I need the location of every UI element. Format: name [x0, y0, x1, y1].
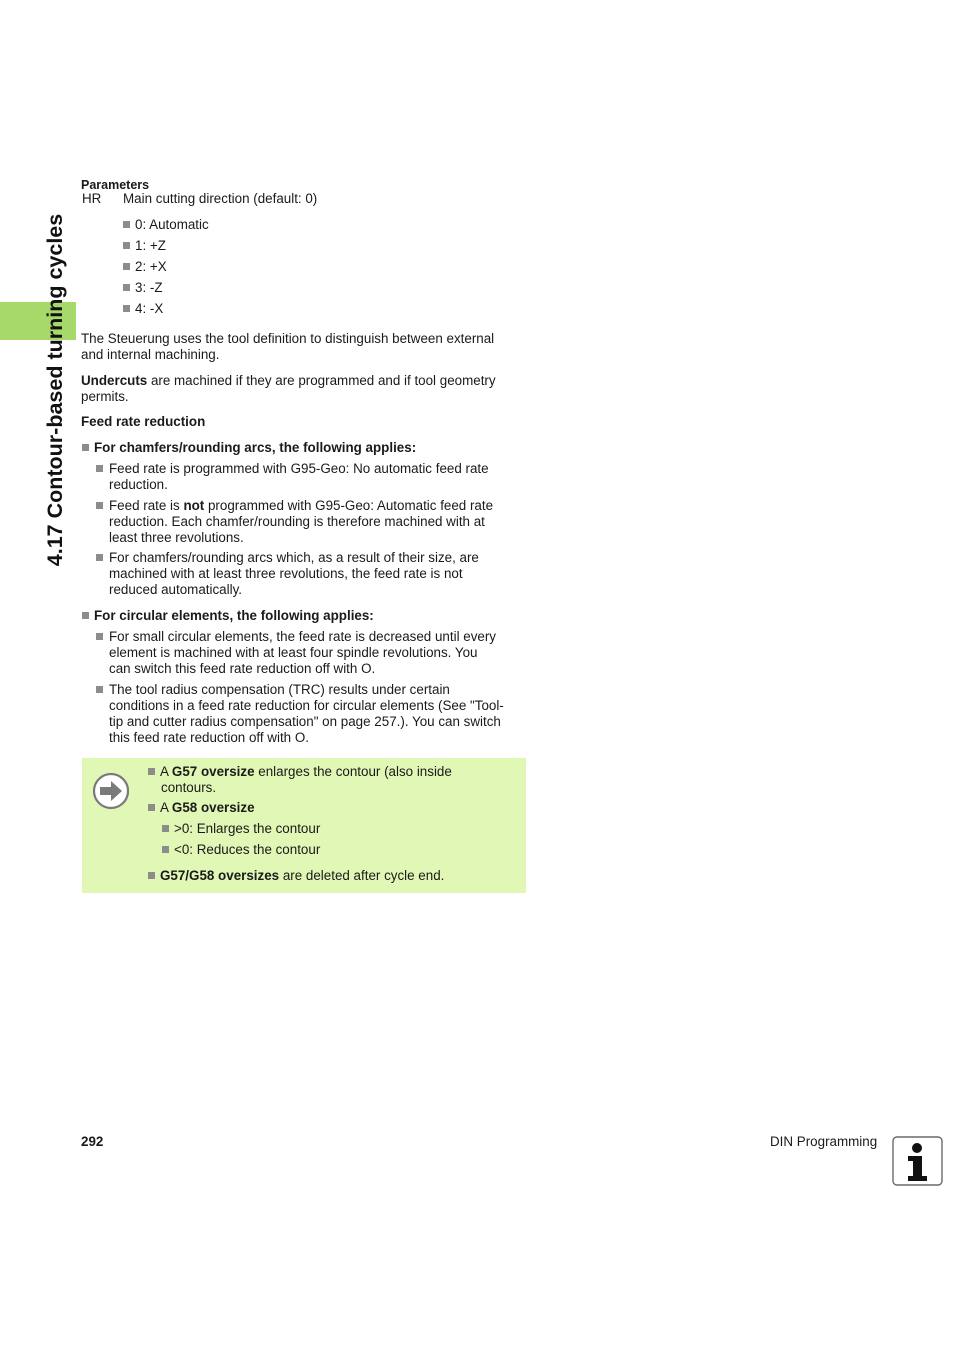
note-g58: A G58 oversize	[148, 800, 255, 816]
chapter-side-title: 4.17 Contour-based turning cycles	[43, 213, 67, 567]
info-icon	[892, 1136, 944, 1192]
option-list	[123, 217, 209, 322]
page-number: 292	[81, 1134, 104, 1149]
section-name: DIN Programming	[770, 1134, 878, 1149]
list-item: <0: Reduces the contour	[162, 842, 320, 858]
bullet-icon	[162, 825, 169, 832]
bullet-icon	[96, 633, 103, 640]
paragraph-tool-definition: The Steuerung uses the tool definition to distinguish between external and internal machining.	[81, 331, 495, 362]
list-item: 0: Automatic	[123, 217, 209, 238]
parameters-heading: Parameters	[81, 178, 150, 192]
list-item: Feed rate is programmed with G95-Geo: No automatic feed rate reduction.	[96, 461, 108, 477]
list-item: 4: -X	[123, 301, 209, 322]
arrow-right-icon	[92, 772, 130, 814]
bullet-icon	[123, 305, 130, 312]
list-item: For small circular elements, the feed rate is decreased until every element is machined with at least four spindle revolutions. You can switch this feed rate reduction off with O.	[96, 629, 108, 645]
bullet-icon	[96, 554, 103, 561]
list-item: For chamfers/rounding arcs which, as a result of their size, are machined with at least three revolutions, the feed rate is not reduced automatically.	[96, 550, 108, 566]
chamfer-heading: For chamfers/rounding arcs, the following applies:	[82, 440, 416, 456]
bullet-icon	[148, 872, 155, 879]
bullet-icon	[82, 612, 89, 619]
hr-description: Main cutting direction (default: 0)	[123, 191, 318, 206]
hr-code: HR	[82, 191, 102, 206]
bullet-icon	[123, 242, 130, 249]
bullet-icon	[123, 263, 130, 270]
paragraph-undercuts: Undercuts are machined if they are programmed and if tool geometry permits.	[81, 373, 496, 404]
list-item: The tool radius compensation (TRC) results under certain conditions in a feed rate reduction for circular elements (See "Tool- tip and cutter radius compensation" on page 257.). You can switch this feed rate reduction off with O.	[96, 682, 108, 698]
feed-rate-heading: Feed rate reduction	[81, 414, 206, 429]
bullet-icon	[96, 686, 103, 693]
bullet-icon	[148, 768, 155, 775]
list-item: Feed rate is not programmed with G95-Geo: Automatic feed rate reduction. Each chamfer/rounding is therefore machined with at least three revolutions.	[96, 498, 108, 514]
note-deleted: G57/G58 oversizes are deleted after cycle end.	[148, 868, 444, 884]
bullet-icon	[123, 221, 130, 228]
bullet-icon	[96, 465, 103, 472]
note-g57: A G57 oversize enlarges the contour (also inside contours.	[148, 764, 452, 796]
list-item: >0: Enlarges the contour	[162, 821, 320, 837]
circular-heading: For circular elements, the following applies:	[82, 608, 374, 624]
list-item: 3: -Z	[123, 280, 209, 301]
bullet-icon	[162, 846, 169, 853]
list-item: 2: +X	[123, 259, 209, 280]
bullet-icon	[82, 444, 89, 451]
list-item: 1: +Z	[123, 238, 209, 259]
bullet-icon	[96, 502, 103, 509]
bullet-icon	[148, 804, 155, 811]
bullet-icon	[123, 284, 130, 291]
